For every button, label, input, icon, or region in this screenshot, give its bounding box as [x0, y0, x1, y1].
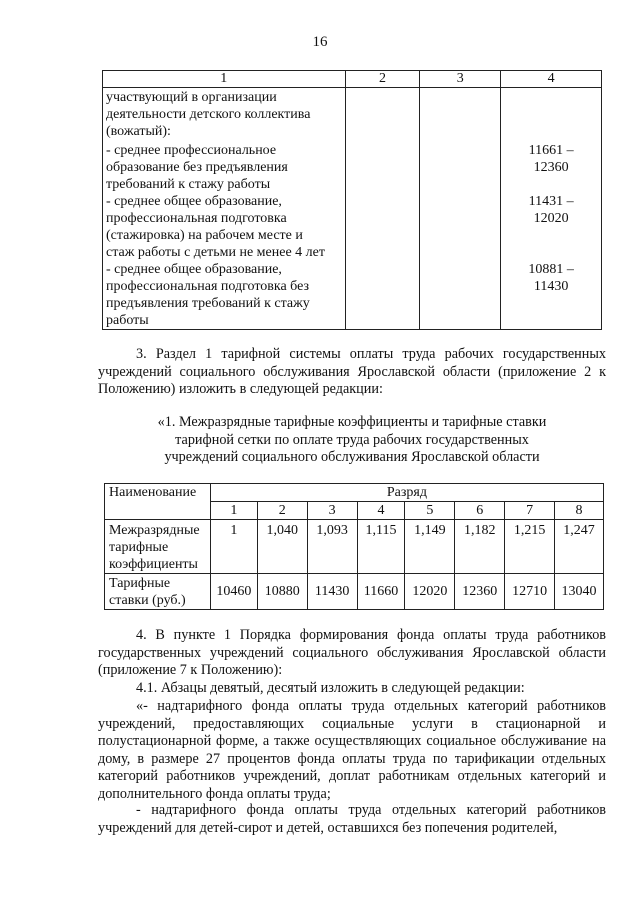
column-header: 1 [103, 71, 346, 88]
rate-cell: 12360 [455, 574, 505, 610]
rate-cell: 10460 [210, 574, 257, 610]
coefficient-cell: 1,093 [307, 520, 357, 574]
rank-cell: 5 [405, 502, 455, 520]
row-label: тарифные [109, 540, 169, 555]
column-header: 4 [501, 71, 602, 88]
rank-cell: 6 [455, 502, 505, 520]
salary-range: 10881 – [528, 262, 574, 277]
paragraph-abzac-9: «- надтарифного фонда оплаты труда отдельных категорий работников учреждений, предоставляющих социальные услуги в стационарной и полустационарной форме, а также осуществляющих социальное обслуживание на дому, в размере 27 процентов фонда оплаты труда по тарификации отдельных категорий работников учреждений, доплат работникам отдельных категорий и дополнительного фонда оплаты труда; [98, 698, 606, 802]
cell-text: участвующий в организации [106, 90, 277, 105]
coefficient-cell: 1,040 [257, 520, 307, 574]
cell-text: работы [106, 313, 149, 328]
heading-line: учреждений социального обслуживания Ярославской области [164, 449, 540, 465]
table-header-row [103, 71, 602, 88]
table-row [105, 574, 604, 610]
paragraph-4: 4. В пункте 1 Порядка формирования фонда оплаты труда работников государственных учреждений социального обслуживания Ярославской области (приложение 7 к Положению): [98, 627, 606, 678]
rate-cell: 11660 [357, 574, 405, 610]
cell-text: образование без предъявления [106, 160, 288, 175]
name-header: Наименование [105, 484, 211, 520]
paragraph-4-1: 4.1. Абзацы девятый, десятый изложить в следующей редакции: [136, 680, 525, 696]
cell-text: профессиональная подготовка без [106, 279, 310, 294]
cell-text: требований к стажу работы [106, 177, 271, 192]
coefficient-cell: 1,115 [357, 520, 405, 574]
column-header: 3 [420, 71, 501, 88]
rate-cell: 11430 [307, 574, 357, 610]
heading-line: тарифной сетки по оплате труда рабочих государственных [175, 431, 529, 448]
tariff-grid-table [104, 483, 604, 610]
cell-text: - среднее общее образование, [106, 262, 282, 277]
table-row [105, 520, 604, 574]
row-label: ставки (руб.) [109, 593, 186, 608]
rate-cell: 10880 [257, 574, 307, 610]
paragraph-abzac-10: - надтарифного фонда оплаты труда отдельных категорий работников учреждений для детей-сирот и детей, оставшихся без попечения родителей, [98, 802, 606, 836]
salary-range: 11430 [533, 279, 569, 294]
cell-text: - среднее общее образование, [106, 194, 282, 209]
rank-cell: 4 [357, 502, 405, 520]
heading-line: «1. Межразрядные тарифные коэффициенты и тарифные ставки [157, 414, 547, 430]
row-label: Тарифные [109, 576, 171, 591]
rank-cell: 8 [555, 502, 604, 520]
cell-text: (стажировка) на рабочем месте и [106, 228, 303, 243]
rate-cell: 12020 [405, 574, 455, 610]
cell-text: стаж работы с детьми не менее 4 лет [106, 245, 325, 260]
cell-text: деятельности детского коллектива [106, 107, 311, 122]
cell-text: (вожатый): [106, 124, 171, 139]
coefficient-cell: 1,149 [405, 520, 455, 574]
cell-text: - среднее профессиональное [106, 143, 277, 158]
rank-header: Разряд [210, 484, 603, 502]
salary-range: 12020 [533, 211, 569, 226]
row-label: коэффициенты [109, 557, 198, 572]
salary-range: 11431 – [528, 194, 574, 209]
row-label: Межразрядные [109, 523, 200, 538]
table-row [103, 88, 602, 141]
rate-cell: 13040 [555, 574, 604, 610]
salary-range: 11661 – [528, 143, 574, 158]
coefficient-cell: 1,215 [505, 520, 555, 574]
section-heading [98, 414, 606, 467]
paragraph-3: 3. Раздел 1 тарифной системы оплаты труда рабочих государственных учреждений социального обслуживания Ярославской области (приложение 2 к Положению) изложить в следующей редакции: [98, 346, 606, 397]
rank-cell: 3 [307, 502, 357, 520]
cell-text: предъявления требований к стажу [106, 296, 310, 311]
coefficient-cell: 1,247 [555, 520, 604, 574]
rate-cell: 12710 [505, 574, 555, 610]
rank-cell: 1 [210, 502, 257, 520]
salary-range: 12360 [533, 160, 569, 175]
page-number: 16 [312, 34, 328, 50]
coefficient-cell: 1,182 [455, 520, 505, 574]
staff-salary-table [102, 70, 602, 330]
column-header: 2 [345, 71, 420, 88]
rank-cell: 2 [257, 502, 307, 520]
cell-text: профессиональная подготовка [106, 211, 287, 226]
rank-cell: 7 [505, 502, 555, 520]
coefficient-cell: 1 [210, 520, 257, 574]
